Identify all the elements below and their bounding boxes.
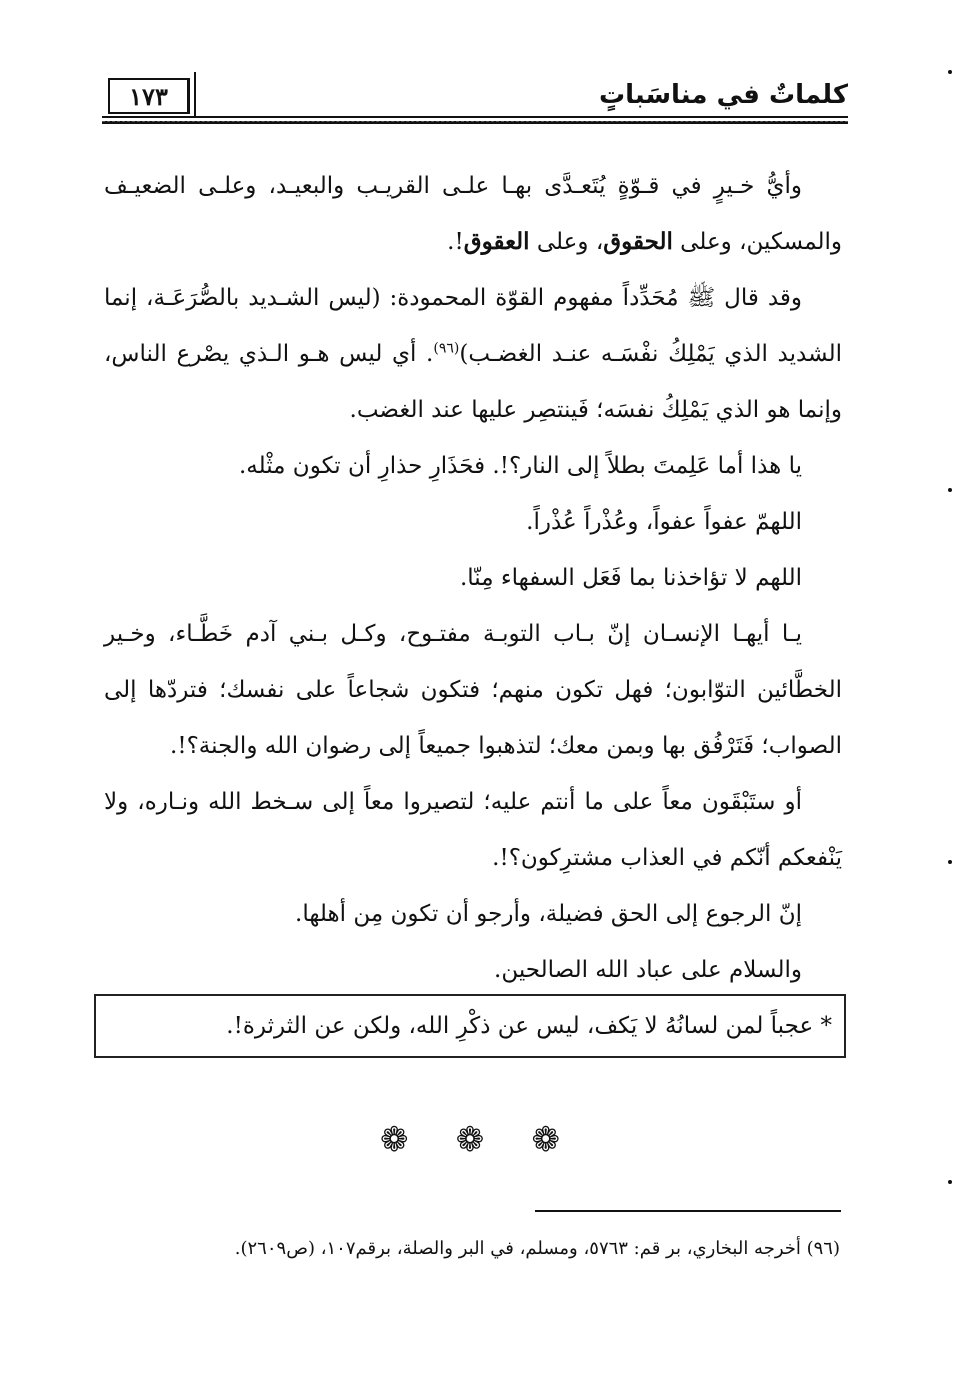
paragraph-5: اللهم لا تؤاخذنا بما فَعَل السفهاء مِنّا. (459, 565, 802, 591)
margin-mark (948, 488, 952, 492)
footnote-reference[interactable]: (٩٦) (433, 340, 460, 357)
footnote: (٩٦) أخرجه البخاري، بر قم: ٥٧٦٣، ومسلم، في البر والصلة، برقم١٠٧، (ص٢٦٠٩). (234, 1238, 840, 1259)
flower-ornament-icon: ❁ (455, 1120, 485, 1160)
section-ornaments (380, 1118, 560, 1162)
page-number: ١٧٣ (108, 78, 190, 114)
paragraph-8: إنّ الرجوع إلى الحق فضيلة، وأرجو أن تكون مِن أهلها. (295, 901, 802, 927)
callout-box (94, 994, 846, 1058)
body-text (104, 158, 842, 998)
paragraph-6: يـا أيهـا الإنسـان إنّ بـاب التوبـة مفتـوح، وكـل بـني آدم خَطَّـاء، وخـير الخطَّائين التوّابون؛ فهل تكون منهم؛ فتكون شجاعاً على نفسك؛ فتردّها إلى الصواب؛ فَتَرْفُق بها وبمن معك؛ لتذهبوا جميعاً إلى رضوان الله والجنة؟!. (104, 621, 842, 759)
paragraph-2: وقد قال ﷺ مُحَدِّداً مفهوم القوّة المحمودة: (ليس الشـديد بالصُّرَعَـة، إنما الشديد الذي يَمْلِكُ نفْسَـه عنـد الغضـب)$^{(٩٦)}$. أي ليس هـو الـذي يصْرع الناس، وإنما هو الذي يَمْلِكُ نفسَه؛ فَينتصِر عليها عند الغضب. (104, 285, 842, 423)
header-rule (102, 116, 848, 118)
paragraph-3: يا هذا أما عَلِمتَ بطلاً إلى النار؟!. فحَذَارِ حذارِ أن تكون مثْله. (238, 453, 802, 479)
margin-mark (948, 1180, 952, 1184)
paragraph-7: أو ستَبْقَون معاً على ما أنتم عليه؛ لتصيروا معاً إلى سـخط الله ونـاره، ولا يَنْفعكم أنّكم في العذاب مشترِكون؟!. (104, 789, 842, 871)
margin-mark (948, 860, 952, 864)
margin-mark (948, 70, 952, 74)
running-title: كلماتٌ في مناسَباتٍ (598, 80, 848, 110)
header-rule-double (102, 121, 848, 124)
flower-ornament-icon: ❁ (531, 1120, 560, 1160)
callout-text: * عجباً لمن لسانُهُ لا يَكف، ليس عن ذكْرِ الله، ولكن عن الثرثرة!. (226, 1013, 832, 1039)
paragraph-9: والسلام على عباد الله الصالحين. (494, 957, 802, 983)
paragraph-1: وأيُّ خـيرٍ في قـوّةٍ يُتَعـدَّى بهـا علـى القريـب والبعيـد، وعلـى الضعيـف والمسكين، وعلى الحقوق، وعلى العقوق!. (104, 173, 842, 255)
page-header (102, 70, 848, 130)
footnote-separator (535, 1210, 841, 1212)
flower-ornament-icon: ❁ (380, 1120, 409, 1160)
paragraph-4: اللهمّ عفواً عفواً، وعُذْراً عُذْراً. (526, 509, 802, 535)
bold-word-rights: الحقوق (603, 228, 673, 255)
bold-word-disobedience: العقوق (463, 228, 530, 255)
